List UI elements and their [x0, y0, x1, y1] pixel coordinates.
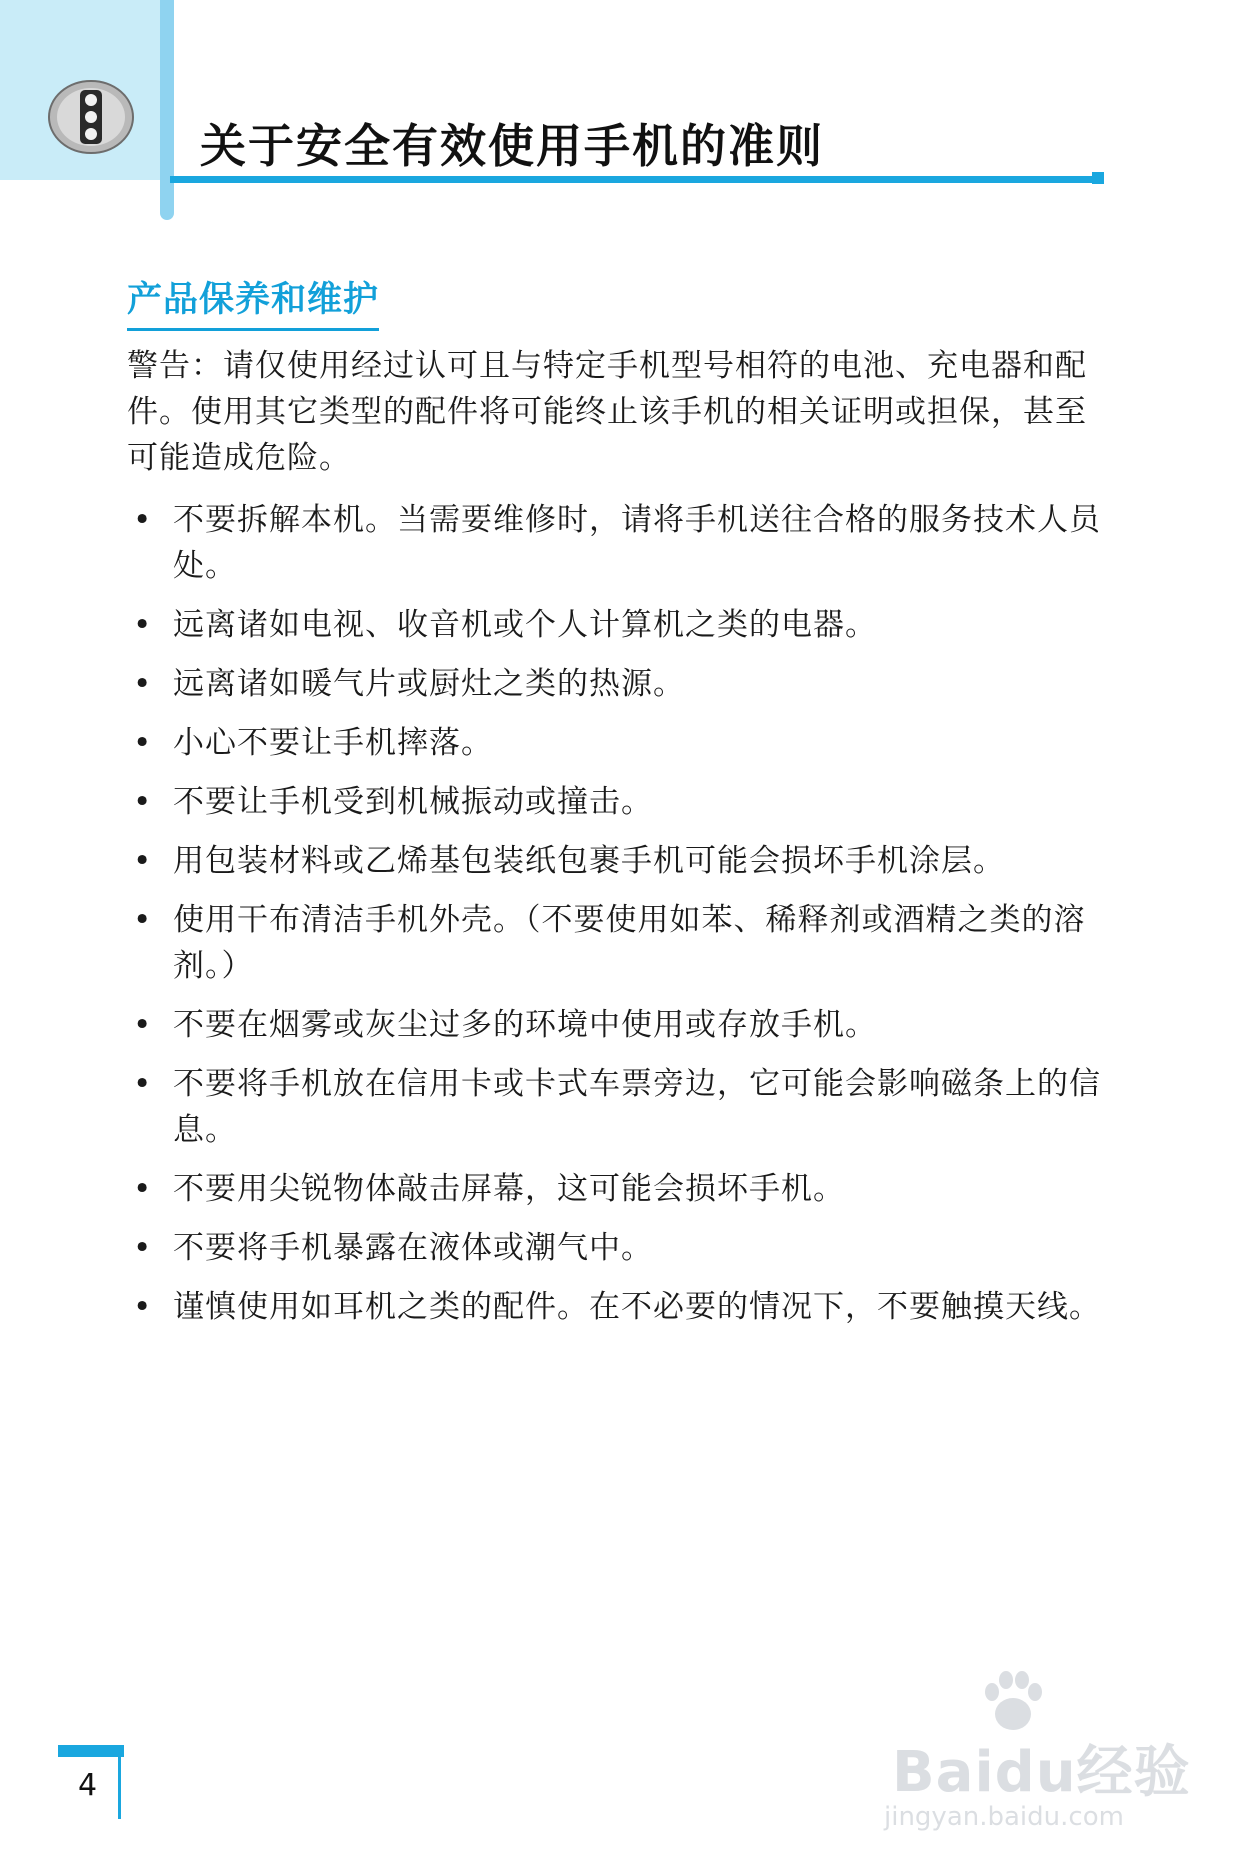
- bullet-icon: •: [133, 502, 153, 538]
- page-number: 4: [78, 1768, 98, 1803]
- baidu-watermark: [868, 1670, 1191, 1840]
- bullet-icon: •: [133, 1007, 153, 1043]
- list-item-text: 不要将手机暴露在液体或潮气中。: [173, 1230, 653, 1266]
- list-item-text: 不要用尖锐物体敲击屏幕，这可能会损坏手机。: [173, 1171, 845, 1207]
- list-item: [127, 1002, 1102, 1048]
- list-item-text: 使用干布清洁手机外壳。（不要使用如苯、稀释剂或酒精之类的溶剂。）: [173, 902, 1086, 984]
- bullet-icon: •: [133, 843, 153, 879]
- list-item: [127, 779, 1102, 825]
- watermark-logo: Baidu经验: [892, 1740, 1191, 1805]
- list-item-text: 用包装材料或乙烯基包装纸包裹手机可能会损坏手机涂层。: [173, 843, 1005, 879]
- list-item: [127, 1061, 1102, 1153]
- bullet-icon: •: [133, 607, 153, 643]
- bullet-icon: •: [133, 1289, 153, 1325]
- warning-paragraph: 警告：请仅使用经过认可且与特定手机型号相符的电池、充电器和配件。使用其它类型的配件将可能终止该手机的相关证明或担保，甚至可能造成危险。: [127, 348, 1087, 476]
- footer-accent-bar: [58, 1745, 124, 1757]
- section-heading: 产品保养和维护: [127, 272, 379, 331]
- title-underline: [170, 176, 1102, 183]
- list-item-text: 谨慎使用如耳机之类的配件。在不必要的情况下，不要触摸天线。: [173, 1289, 1101, 1325]
- list-item-text: 不要将手机放在信用卡或卡式车票旁边，它可能会影响磁条上的信息。: [173, 1066, 1101, 1148]
- paw-icon: [978, 1670, 1048, 1734]
- bullet-icon: •: [133, 784, 153, 820]
- list-item: [127, 838, 1102, 884]
- page-title: 关于安全有效使用手机的准则: [200, 119, 824, 173]
- bullet-icon: •: [133, 1230, 153, 1266]
- list-item: [127, 497, 1102, 589]
- list-item-text: 不要在烟雾或灰尘过多的环境中使用或存放手机。: [173, 1007, 877, 1043]
- list-item-text: 远离诸如电视、收音机或个人计算机之类的电器。: [173, 607, 877, 643]
- list-item: [127, 1284, 1102, 1330]
- list-item-text: 小心不要让手机摔落。: [173, 725, 493, 761]
- traffic-light-icon: [46, 78, 136, 156]
- care-list: [127, 497, 1102, 1343]
- footer-divider: [118, 1757, 121, 1819]
- list-item: [127, 897, 1102, 989]
- bullet-icon: •: [133, 902, 153, 938]
- title-underline-end: [1092, 172, 1104, 184]
- bullet-icon: •: [133, 666, 153, 702]
- list-item-text: 不要让手机受到机械振动或撞击。: [173, 784, 653, 820]
- bullet-icon: •: [133, 725, 153, 761]
- list-item: [127, 1225, 1102, 1271]
- watermark-url: jingyan.baidu.com: [884, 1802, 1124, 1832]
- list-item-text: 不要拆解本机。当需要维修时，请将手机送往合格的服务技术人员处。: [173, 502, 1101, 584]
- bullet-icon: •: [133, 1066, 153, 1102]
- header-vertical-bar: [160, 0, 174, 220]
- list-item: [127, 602, 1102, 648]
- list-item: [127, 1166, 1102, 1212]
- list-item: [127, 720, 1102, 766]
- list-item: [127, 661, 1102, 707]
- bullet-icon: •: [133, 1171, 153, 1207]
- list-item-text: 远离诸如暖气片或厨灶之类的热源。: [173, 666, 685, 702]
